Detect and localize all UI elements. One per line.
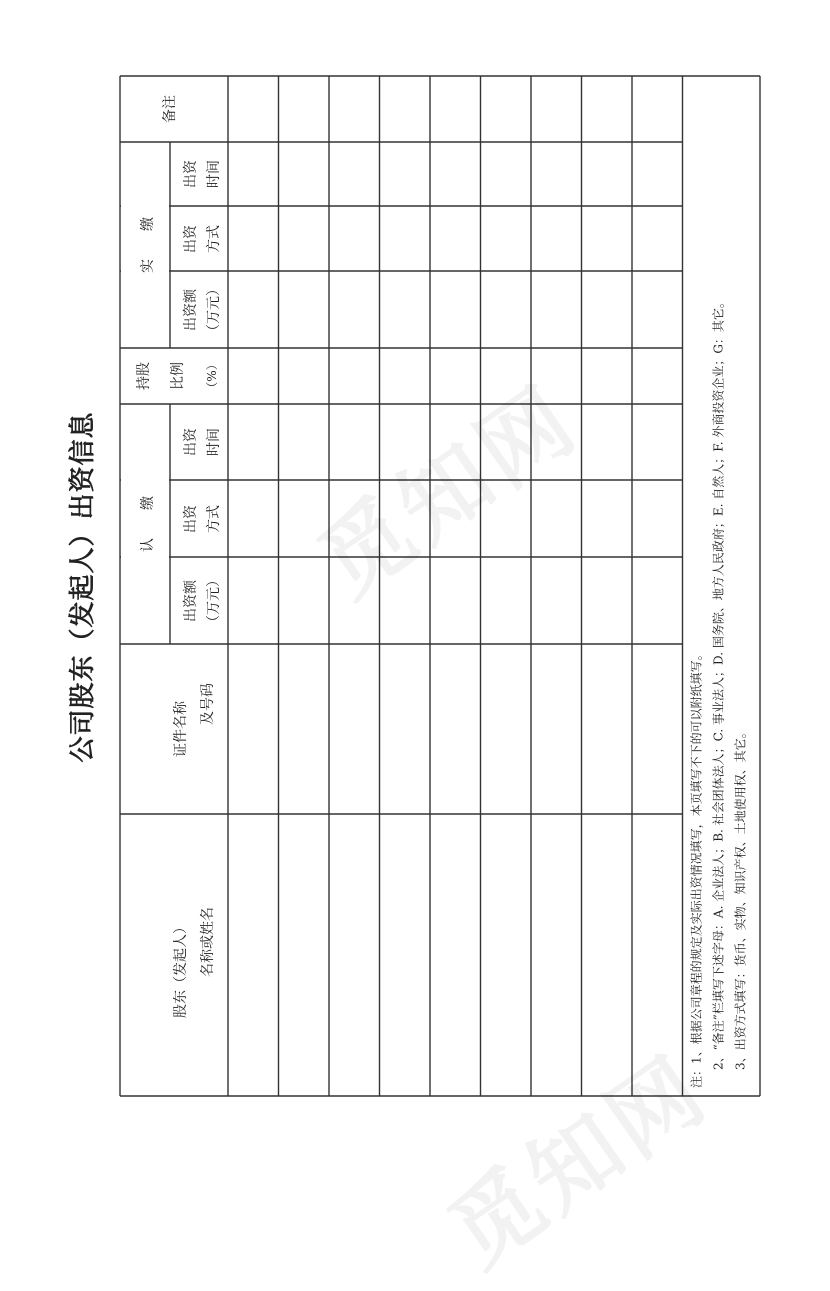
note-line-2: 2、“备注”栏填写下述字母：A. 企业法人；B. 社会团体法人；C. 事业法人；D. 国务院、地方人民政府；E. 自然人；F. 外商投资企业；G：其它。 [711,296,726,1070]
header-shareholder-line2: 名称或姓名 [200,907,216,977]
header-paid-method-line1: 出资 [183,225,199,253]
note-line-1: 注：1、根据公司章程的规定及实际出资情况填写，本页填写不下的可以附纸填写。 [689,648,704,1088]
header-paid-amount-line2: （万元） [206,282,222,338]
header-ratio-line3: （%） [205,358,219,394]
header-sub-method-line1: 出资 [183,505,199,533]
header-paid-time-line1: 出资 [183,160,199,188]
header-certificate-line1: 证件名称 [173,701,189,757]
watermark: 觅知网 [300,366,597,618]
header-shareholder-line1: 股东（发起人） [173,920,189,1018]
header-paid-method-line2: 方式 [206,225,222,253]
header-paid: 实 缴 [140,217,156,273]
header-sub-time-line2: 时间 [206,428,222,456]
header-paid-amount-line1: 出资额 [183,289,199,331]
header-ratio-line2: 比例 [170,362,186,390]
header-subscribed: 认 缴 [140,496,156,552]
page-title: 公司股东（发起人）出资信息 [68,411,98,763]
header-sub-time-line1: 出资 [183,428,199,456]
header-sub-amount-line2: （万元） [206,573,222,629]
header-sub-method-line2: 方式 [206,505,222,533]
note-line-3: 3、出资方式填写：货币、实物、知识产权、土地使用权、其它。 [733,726,748,1070]
header-ratio-line1: 持股 [136,362,152,390]
header-certificate-line2: 及号码 [200,683,216,725]
watermark-bottom: 觅知网 [430,1036,727,1288]
header-paid-time-line2: 时间 [206,160,222,188]
header-remarks: 备注 [162,95,178,123]
header-sub-amount-line1: 出资额 [183,580,199,622]
